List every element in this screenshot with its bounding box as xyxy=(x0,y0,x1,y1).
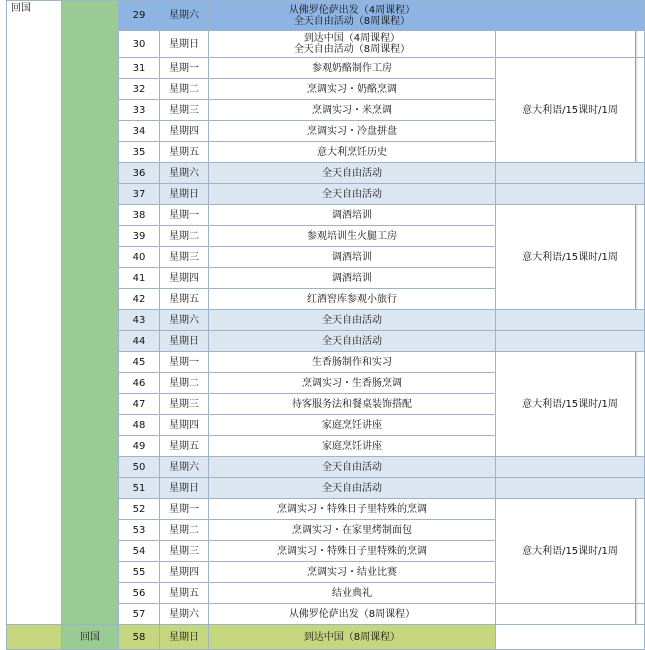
weekday-cell: 星期日 xyxy=(160,625,209,650)
day-number-cell: 44 xyxy=(119,331,160,352)
weekday-cell: 星期六 xyxy=(160,1,209,31)
language-course-cell: 意大利语/15课时/1周 xyxy=(496,352,645,457)
day-number-cell: 43 xyxy=(119,310,160,331)
day-number-cell: 42 xyxy=(119,289,160,310)
language-course-cell xyxy=(496,478,645,499)
weekday-cell: 星期三 xyxy=(160,247,209,268)
day-number-cell: 41 xyxy=(119,268,160,289)
weekday-cell: 星期六 xyxy=(160,310,209,331)
activity-cell xyxy=(209,541,496,562)
activity-cell xyxy=(209,499,496,520)
activity-line: 调酒培训 xyxy=(332,209,372,221)
language-course-cell xyxy=(496,457,645,478)
activity-line: 家庭烹饪讲座 xyxy=(322,419,382,431)
day-number-cell: 45 xyxy=(119,352,160,373)
day-number-cell: 40 xyxy=(119,247,160,268)
activity-line: 烹调实习・结业比赛 xyxy=(307,566,397,578)
language-course-cell xyxy=(496,163,645,184)
day-number-cell: 32 xyxy=(119,79,160,100)
activity-line: 调酒培训 xyxy=(332,272,372,284)
activity-cell xyxy=(209,583,496,604)
day-number-cell: 53 xyxy=(119,520,160,541)
activity-line: 生香肠制作和实习 xyxy=(312,356,392,368)
language-course-cell xyxy=(496,310,645,331)
activity-line: 待客服务法和餐桌装饰搭配 xyxy=(292,398,412,410)
day-number-cell: 50 xyxy=(119,457,160,478)
activity-line: 从佛罗伦萨出发（4周课程） xyxy=(288,4,416,16)
table-row xyxy=(7,1,645,31)
activity-line: 烹调实习・生香肠烹调 xyxy=(302,377,402,389)
activity-line: 烹调实习・特殊日子里特殊的烹调 xyxy=(277,545,427,557)
activity-cell xyxy=(209,100,496,121)
day-number-cell: 56 xyxy=(119,583,160,604)
activity-cell xyxy=(209,562,496,583)
day-number-cell: 57 xyxy=(119,604,160,625)
activity-line: 调酒培训 xyxy=(332,251,372,263)
activity-cell xyxy=(209,226,496,247)
activity-cell xyxy=(209,121,496,142)
weekday-cell: 星期六 xyxy=(160,457,209,478)
activity-line: 全天自由活动（8周课程） xyxy=(293,44,411,55)
activity-cell xyxy=(209,394,496,415)
language-course-cell xyxy=(496,184,645,205)
activity-cell xyxy=(209,79,496,100)
phase-label-cell: 回国 xyxy=(62,625,119,650)
activity-cell xyxy=(209,184,496,205)
weekday-cell: 星期四 xyxy=(160,121,209,142)
activity-line: 意大利烹饪历史 xyxy=(317,146,387,158)
weekday-cell: 星期二 xyxy=(160,79,209,100)
day-number-cell: 29 xyxy=(119,1,160,31)
day-number-cell: 31 xyxy=(119,58,160,79)
weekday-cell: 星期一 xyxy=(160,352,209,373)
activity-cell xyxy=(209,478,496,499)
day-number-cell: 52 xyxy=(119,499,160,520)
activity-line: 全天自由活动 xyxy=(322,314,382,326)
weekday-cell: 星期一 xyxy=(160,499,209,520)
activity-line: 家庭烹饪讲座 xyxy=(322,440,382,452)
weekday-cell: 星期一 xyxy=(160,205,209,226)
weekday-cell: 星期六 xyxy=(160,163,209,184)
phase-cell: 回国 xyxy=(7,1,62,625)
activity-cell xyxy=(209,625,496,650)
day-number-cell: 54 xyxy=(119,541,160,562)
activity-line: 结业典礼 xyxy=(332,587,372,599)
activity-line: 参观奶酪制作工房 xyxy=(312,62,392,74)
activity-cell xyxy=(209,142,496,163)
phase-marker-cell xyxy=(62,1,119,625)
activity-line: 全天自由活动 xyxy=(322,167,382,179)
day-number-cell: 47 xyxy=(119,394,160,415)
language-course-cell xyxy=(496,31,645,58)
day-number-cell: 55 xyxy=(119,562,160,583)
day-number-cell: 48 xyxy=(119,415,160,436)
weekday-cell: 星期三 xyxy=(160,541,209,562)
activity-line: 全天自由活动（8周课程） xyxy=(293,15,411,27)
activity-cell xyxy=(209,163,496,184)
language-course-cell: 意大利语/15课时/1周 xyxy=(496,205,645,310)
weekday-cell: 星期一 xyxy=(160,58,209,79)
activity-cell xyxy=(209,415,496,436)
weekday-cell: 星期五 xyxy=(160,583,209,604)
language-course-cell: 意大利语/15课时/1周 xyxy=(496,58,645,163)
day-number-cell: 36 xyxy=(119,163,160,184)
weekday-cell: 星期五 xyxy=(160,289,209,310)
activity-line: 全天自由活动 xyxy=(322,335,382,347)
weekday-cell: 星期三 xyxy=(160,100,209,121)
activity-cell xyxy=(209,373,496,394)
weekday-cell: 星期日 xyxy=(160,478,209,499)
day-number-cell: 39 xyxy=(119,226,160,247)
activity-line: 全天自由活动 xyxy=(322,188,382,200)
day-number-cell: 51 xyxy=(119,478,160,499)
phase-cell xyxy=(7,625,62,650)
weekday-cell: 星期四 xyxy=(160,415,209,436)
activity-line: 烹调实习・冷盘拼盘 xyxy=(307,125,397,137)
schedule-table xyxy=(6,0,645,650)
weekday-cell: 星期五 xyxy=(160,436,209,457)
day-number-cell: 38 xyxy=(119,205,160,226)
activity-cell xyxy=(209,331,496,352)
activity-line: 烹调实习・奶酪烹调 xyxy=(307,83,397,95)
day-number-cell: 46 xyxy=(119,373,160,394)
language-course-cell xyxy=(496,625,645,650)
activity-cell xyxy=(209,1,496,31)
activity-cell xyxy=(209,268,496,289)
table-row xyxy=(7,625,645,650)
activity-line: 从佛罗伦萨出发（8周课程） xyxy=(288,608,416,620)
activity-cell xyxy=(209,310,496,331)
weekday-cell: 星期三 xyxy=(160,394,209,415)
activity-line: 全天自由活动 xyxy=(322,461,382,473)
day-number-cell: 34 xyxy=(119,121,160,142)
weekday-cell: 星期日 xyxy=(160,184,209,205)
activity-cell xyxy=(209,247,496,268)
activity-cell xyxy=(209,205,496,226)
activity-cell xyxy=(209,457,496,478)
activity-line: 全天自由活动 xyxy=(322,482,382,494)
activity-line: 烹调实习・特殊日子里特殊的烹调 xyxy=(277,503,427,515)
language-course-cell xyxy=(496,604,645,625)
activity-line: 红酒窖库参观小旅行 xyxy=(307,293,397,305)
weekday-cell: 星期四 xyxy=(160,562,209,583)
day-number-cell: 33 xyxy=(119,100,160,121)
day-number-cell: 30 xyxy=(119,31,160,58)
weekday-cell: 星期二 xyxy=(160,373,209,394)
weekday-cell: 星期日 xyxy=(160,31,209,58)
day-number-cell: 35 xyxy=(119,142,160,163)
language-course-cell xyxy=(496,331,645,352)
language-course-cell: 意大利语/15课时/1周 xyxy=(496,499,645,604)
day-number-cell: 58 xyxy=(119,625,160,650)
language-course-cell xyxy=(496,1,645,31)
activity-cell xyxy=(209,31,496,58)
day-number-cell: 49 xyxy=(119,436,160,457)
day-number-cell: 37 xyxy=(119,184,160,205)
activity-line: 烹调实习・在家里烤制面包 xyxy=(292,524,412,536)
weekday-cell: 星期日 xyxy=(160,331,209,352)
activity-line: 参观培训生火腿工房 xyxy=(307,230,397,242)
weekday-cell: 星期四 xyxy=(160,268,209,289)
activity-cell xyxy=(209,520,496,541)
weekday-cell: 星期二 xyxy=(160,520,209,541)
activity-line: 烹调实习・米烹调 xyxy=(312,104,392,116)
activity-line: 到达中国（4周课程） xyxy=(303,33,401,44)
activity-cell xyxy=(209,352,496,373)
activity-cell xyxy=(209,436,496,457)
weekday-cell: 星期五 xyxy=(160,142,209,163)
activity-cell xyxy=(209,58,496,79)
activity-cell xyxy=(209,604,496,625)
activity-cell xyxy=(209,289,496,310)
weekday-cell: 星期六 xyxy=(160,604,209,625)
weekday-cell: 星期二 xyxy=(160,226,209,247)
activity-line: 到达中国（8周课程） xyxy=(303,631,401,643)
